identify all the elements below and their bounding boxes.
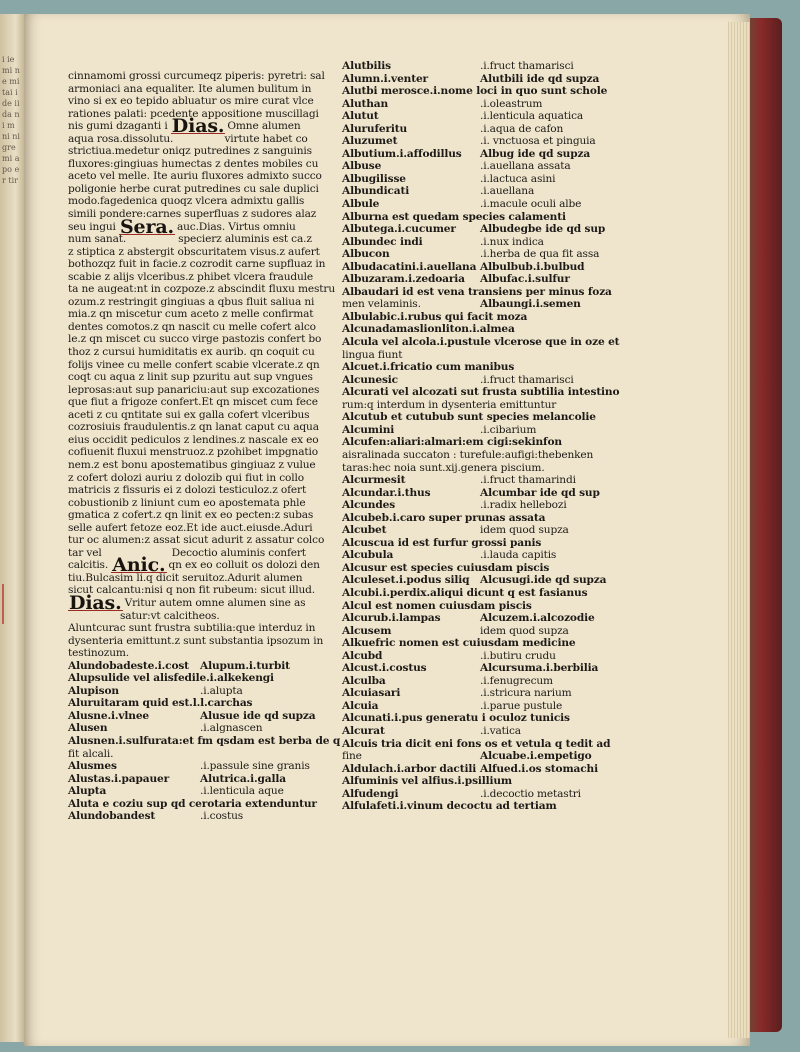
entry-term: Alculeset.i.podus siliq (342, 574, 470, 587)
text-line (68, 591, 340, 614)
text-line: aceti z cu qntitate sui ex galla cofert vlceribus (68, 408, 310, 421)
text-line: Albulabic.i.rubus qui facit moza (342, 310, 528, 323)
text-line: le.z qn miscet cu succo virge pastozis confert bo (68, 333, 322, 346)
entry-term: Albudacatini.i.auellana (342, 260, 477, 273)
text-line (68, 133, 340, 146)
entry-gloss: Albaungi.i.semen (480, 298, 581, 311)
entry-pair (342, 725, 622, 738)
entry-gloss: .i.passule sine granis (200, 760, 310, 773)
left-page-edge-text: i ie mi ne mi tai ide ii da ni m ni ni gre mi a po er tir (2, 55, 20, 185)
entry-gloss: .i.fruct thamarindi (480, 474, 576, 487)
text-span: auc.Dias. Virtus omniu (176, 220, 296, 233)
entry-gloss: .i.lenticula aquatica (480, 110, 584, 123)
entry-gloss: .i.fenugrecum (480, 674, 553, 687)
text-line: nem.z est bonu apostematibus gingiuaz z vulue (68, 458, 316, 471)
entry-term: Alcubula (342, 549, 394, 562)
entry-pair (342, 248, 622, 261)
rubric-initial: Dias. (171, 115, 225, 138)
entry-term: men velaminis. (342, 298, 421, 311)
entry-pair (342, 650, 622, 663)
text-line (68, 610, 340, 623)
entry-term: Albuse (342, 160, 382, 173)
text-line (68, 215, 340, 238)
entry-gloss: Alupum.i.turbit (200, 659, 290, 672)
entry-gloss: Alusue ide qd supza (200, 709, 316, 722)
entry-pair (342, 160, 622, 173)
entry-term: Alcundes (342, 499, 396, 512)
text-line: Alkuefric nomen est cuiusdam medicine (342, 637, 576, 650)
text-line: Alcubeb.i.caro super prunas assata (342, 511, 546, 524)
text-line: Alcuis tria dicit eni fons os et vetula q tedit ad (342, 737, 611, 750)
entry-gloss: .i.costus (200, 810, 244, 823)
entry-pair (68, 785, 340, 798)
text-span: calcitis. (68, 559, 109, 572)
entry-term: fine (342, 750, 362, 763)
text-line: strictiua.medetur oniqz putredines z sanguinis (68, 145, 312, 158)
text-line: Alcubi.i.perdix.aliqui dicunt q est fasianus (342, 586, 588, 599)
entry-gloss: Alcuabe.i.empetigo (480, 750, 592, 763)
text-line: Aluta e coziu sup qd cerotaria extenduntur (68, 797, 317, 810)
entry-gloss: .i.aqua de cafon (480, 122, 564, 135)
entry-pair (342, 123, 622, 136)
entry-term: Alcumini (342, 423, 395, 436)
text-line: Aluntcurac sunt frustra subtilia:que interduz in (68, 622, 316, 635)
text-line: Alcunati.i.pus generatu i oculoz tunicis (342, 712, 570, 725)
entry-pair (68, 660, 340, 673)
entry-term: Albutium.i.affodillus (342, 147, 462, 160)
text-line: que fiut a frigoze confert.Et qn miscet cum fece (68, 396, 318, 409)
entry-pair (342, 675, 622, 688)
entry-term: Aluthan (342, 97, 389, 110)
entry-pair (342, 298, 622, 311)
text-line: armoniaci ana equaliter. Ite alumen bulitum in (68, 82, 312, 95)
entry-pair (342, 474, 622, 487)
text-line: fit alcali. (68, 747, 114, 760)
text-line: taras:hec noia sunt.xij.genera piscium. (342, 461, 545, 474)
text-line: cozrosiuis fraudulentis.z qn lanat caput cu aqua (68, 421, 319, 434)
text-line: ta ne augeat:nt in cozpoze.z abscindit fluxu mestru (68, 283, 335, 296)
entry-term: Alfudengi (342, 787, 399, 800)
page-fore-edge (728, 22, 750, 1038)
text-line: fluxores:gingiuas humectas z dentes mobiles cu (68, 157, 319, 170)
entry-pair (342, 424, 622, 437)
text-line: gmatica z cofert.z qn linit ex eo pecten:z subas (68, 509, 314, 522)
entry-pair (342, 574, 622, 587)
entry-gloss: idem quod supza (480, 624, 569, 637)
entry-term: Alcusem (342, 624, 392, 637)
text-span: satur:vt calcitheos. (120, 609, 220, 622)
entry-pair (342, 662, 622, 675)
text-line: bothozqz fuit in facie.z cozrodit carne supfluaz in (68, 258, 326, 271)
entry-gloss: .i.vatica (480, 724, 521, 737)
entry-term: Aldulach.i.arbor dactili (342, 762, 477, 775)
text-line: tur oc alumen:z assat sicut adurit z assatur colco (68, 534, 325, 547)
entry-gloss: .i.auellana assata (480, 160, 571, 173)
text-line: testinozum. (68, 647, 129, 660)
text-line: modo.fagedenica quoqz vlcera admixtu gallis (68, 195, 305, 208)
text-line: Alfuminis vel alfius.i.psillium (342, 775, 512, 788)
entry-gloss: .i.auellana (480, 185, 535, 198)
entry-gloss: .i.nux indica (480, 235, 544, 248)
left-page-rubric-mark (2, 584, 4, 624)
entry-pair (342, 763, 622, 776)
entry-pair (342, 60, 622, 73)
entry-pair (342, 499, 622, 512)
entry-pair (342, 185, 622, 198)
book-cover (746, 18, 782, 1032)
text-line: aisralinada succaton : turefule:aufigi:thebenken (342, 448, 594, 461)
entry-pair (342, 110, 622, 123)
entry-term: Alutut (342, 110, 379, 123)
entry-gloss: .i.butiru crudu (480, 649, 556, 662)
entry-gloss: Alcuzem.i.alcozodie (480, 612, 595, 625)
entry-pair (68, 760, 340, 773)
entry-term: Alcuiasari (342, 687, 401, 700)
entry-term: Aluzumet (342, 135, 398, 148)
entry-gloss: .i.radix hellebozi (480, 499, 567, 512)
entry-gloss: Alcursuma.i.berbilia (480, 662, 599, 675)
entry-pair (342, 148, 622, 161)
entry-pair (342, 788, 622, 801)
entry-gloss: .i.lactuca asini (480, 172, 556, 185)
text-span: Vritur autem omne alumen sine as (124, 596, 306, 609)
entry-term: Alculba (342, 674, 386, 687)
entry-term: Alusne.i.vlnee (68, 709, 150, 722)
text-span: aqua rosa.dissolutu. (68, 132, 174, 145)
text-line (68, 547, 340, 560)
entry-term: Alustas.i.papauer (68, 772, 170, 785)
entry-pair (342, 625, 622, 638)
text-line: aceto vel melle. Ite auriu fluxores admixto succo (68, 170, 322, 183)
text-line: Alcul est nomen cuiusdam piscis (342, 599, 532, 612)
entry-term: Alusmes (68, 760, 117, 773)
text-line: Alburna est quedam species calamenti (342, 210, 566, 223)
text-line: Alcuet.i.fricatio cum manibus (342, 361, 515, 374)
entry-pair (68, 773, 340, 786)
entry-pair (342, 487, 622, 500)
text-span: tar vel (68, 546, 102, 559)
entry-gloss: Alcumbar ide qd sup (480, 486, 600, 499)
entry-gloss: .i.alupta (200, 684, 243, 697)
text-line: Alutbi merosce.i.nome loci in quo sunt schole (342, 85, 608, 98)
entry-term: Albuzaram.i.zedoaria (342, 273, 465, 286)
entry-term: Alcubet (342, 524, 387, 537)
text-line: scabie z alijs vlceribus.z phibet vlcera fraudule (68, 270, 314, 283)
text-line: z stiptica z abstergit obscuritatem visus.z aufert (68, 245, 320, 258)
text-span: Omne alumen (227, 120, 301, 133)
text-line: Alcufen:aliari:almari:em cigi:sekinfon (342, 436, 562, 449)
entry-pair (342, 374, 622, 387)
entry-term: Albugilisse (342, 172, 406, 185)
entry-gloss: idem quod supza (480, 524, 569, 537)
text-line: mia.z qn miscetur cum aceto z melle confirmat (68, 308, 314, 321)
entry-gloss: .i.macule oculi albe (480, 198, 582, 211)
entry-term: Alcust.i.costus (342, 662, 427, 675)
text-line: dysenteria emittunt.z sunt substantia ipsozum in (68, 634, 324, 647)
text-line: lingua fiunt (342, 348, 403, 361)
entry-gloss: .i. vnctuosa et pinguia (480, 135, 596, 148)
text-line: Alcuscua id est furfur grossi panis (342, 536, 542, 549)
entry-gloss: .i.decoctio metastri (480, 787, 581, 800)
text-line: Aluruitaram quid est.l.l.carchas (68, 697, 253, 710)
entry-term: Alcundar.i.thus (342, 486, 431, 499)
entry-pair (342, 549, 622, 562)
entry-gloss: Albulbub.i.bulbud (480, 260, 585, 273)
text-span: Decoctio aluminis confert (171, 546, 306, 559)
text-line: z cofert dolozi auriu z dolozib qui fiut in collo (68, 471, 304, 484)
left-column (68, 70, 340, 823)
entry-gloss: .i.fruct thamarisci (480, 60, 574, 72)
text-line: Alusnen.i.sulfurata:et fm qsdam est berba de q (68, 734, 341, 747)
entry-pair (68, 685, 340, 698)
entry-pair (342, 223, 622, 236)
entry-term: Alupta (68, 785, 107, 798)
text-span: specierz aluminis est ca.z (178, 233, 312, 246)
entry-pair (342, 73, 622, 86)
entry-pair (68, 722, 340, 735)
text-line: simili pondere:carnes superfluas z sudores alaz (68, 208, 317, 221)
entry-gloss: Alutbili ide qd supza (480, 72, 600, 85)
text-line: Alcunadamaslionliton.i.almea (342, 323, 515, 336)
entry-gloss: Alfued.i.os stomachi (480, 762, 598, 775)
entry-gloss: Albug ide qd supza (480, 147, 591, 160)
entry-term: Alutbilis (342, 60, 391, 72)
text-line: poligonie herbe curat putredines cu sale duplici (68, 182, 319, 195)
entry-gloss: Alcusugi.ide qd supza (480, 574, 607, 587)
entry-gloss: .i.parue pustule (480, 699, 563, 712)
entry-gloss: .i.fruct thamarisci (480, 373, 574, 386)
entry-term: Alumn.i.venter (342, 72, 428, 85)
text-line (68, 115, 340, 138)
rubric-initial: Dias. (69, 591, 122, 614)
text-line (68, 233, 340, 246)
text-line: rationes palati: pcedente appositione muscillagi (68, 107, 319, 120)
rubric-initial: Anic. (112, 554, 166, 577)
entry-term: Alcuia (342, 699, 379, 712)
entry-term: Alcunesic (342, 373, 398, 386)
text-span: qn ex eo colluit os dolozi den (168, 559, 320, 572)
left-page-edge (0, 14, 26, 1042)
entry-pair (342, 687, 622, 700)
text-span: virtute habet co (224, 132, 308, 145)
book-page (24, 14, 750, 1046)
entry-gloss: .i.herba de qua fit assa (480, 248, 600, 261)
entry-pair (342, 198, 622, 211)
text-line: cobustionib z liniunt cum eo apostemata phle (68, 496, 306, 509)
text-line: folijs vinee cu melle confert scabie vlcerate.z qn (68, 358, 320, 371)
entry-pair (68, 710, 340, 723)
entry-pair (342, 700, 622, 713)
entry-term: Albule (342, 198, 380, 211)
text-line (68, 554, 340, 577)
entry-gloss: .i.lenticula aque (200, 785, 284, 798)
text-line: thoz z cursui humiditatis ex aurib. qn coquit cu (68, 346, 315, 359)
entry-term: Alusen (68, 722, 108, 735)
text-line: tiu.Bulcasim li.q dicit seruitoz.Adurit alumen (68, 571, 303, 584)
entry-term: Alundobandest (68, 810, 156, 823)
text-line: matricis z fissuris ei z dolozi testiculoz.z ofert (68, 484, 307, 497)
right-column (342, 60, 622, 813)
text-line: leprosas:aut sup panariciu:aut sup excozationes (68, 383, 320, 396)
text-line: vino si ex eo tepido abluatur os mire curat vlce (68, 95, 314, 108)
entry-gloss: Albufac.i.sulfur (480, 273, 570, 286)
entry-pair (342, 236, 622, 249)
text-line: cofiuenit fluxui menstruoz.z pzohibet impgnatio (68, 446, 318, 459)
text-line: Albaudari id est vena transiens per minus foza (342, 285, 612, 298)
entry-pair (342, 524, 622, 537)
entry-pair (342, 261, 622, 274)
text-span: nis gumi dzaganti i (68, 120, 168, 133)
text-line: Alcutub et cutubub sunt species melancolie (342, 411, 596, 424)
entry-pair (342, 98, 622, 111)
text-line: Alcurati vel alcozati sut frusta subtilia intestino (342, 386, 620, 399)
entry-term: Alcurmesit (342, 474, 406, 487)
text-line: Alfulafeti.i.vinum decoctu ad tertiam (342, 800, 557, 813)
text-line: eius occidit pediculos z lendines.z nascale ex eo (68, 433, 319, 446)
entry-pair (342, 135, 622, 148)
entry-term: Albucon (342, 248, 390, 261)
entry-term: Albundec indi (342, 235, 423, 248)
entry-term: Alundobadeste.i.cost (68, 659, 189, 672)
entry-gloss: .i.stricura narium (480, 687, 572, 700)
entry-pair (342, 612, 622, 625)
entry-term: Alcurub.i.lampas (342, 612, 441, 625)
text-line: rum:q interdum in dysenteria emittuntur (342, 398, 557, 411)
text-line: selle aufert fetoze eoz.Et ide auct.eiusde.Aduri (68, 521, 313, 534)
entry-gloss: Albudegbe ide qd sup (480, 223, 606, 236)
entry-term: Albundicati (342, 185, 410, 198)
text-line: Alupsulide vel alisfedile.i.alkekengi (68, 672, 274, 685)
entry-pair (68, 810, 340, 823)
text-line: Alcula vel alcola.i.pustule vlcerose que in oze et (342, 336, 620, 349)
entry-term: Albutega.i.cucumer (342, 223, 456, 236)
text-line: sicut calcantu:nisi q non fit rubeum: sicut illud. (68, 584, 316, 597)
text-line: coqt cu aqua z linit sup pzuritu aut sup vngues (68, 371, 313, 384)
entry-gloss: .i.algnascen (200, 722, 263, 735)
entry-term: Aluruferitu (342, 122, 408, 135)
entry-gloss: Alutrica.i.galla (200, 772, 286, 785)
entry-term: Alupison (68, 684, 119, 697)
text-line: Alcusur est species cuiusdam piscis (342, 561, 550, 574)
text-line: cinnamomi grossi curcumeqz piperis: pyretri: sal (68, 70, 325, 82)
entry-pair (342, 273, 622, 286)
text-span: num sanat. (68, 233, 127, 246)
rubric-initial: Sera. (119, 215, 174, 238)
text-line: dentes comotos.z qn nascit cu melle cofert alco (68, 320, 316, 333)
entry-term: Alcurat (342, 724, 385, 737)
entry-term: Alcubd (342, 649, 383, 662)
entry-pair (342, 173, 622, 186)
entry-gloss: .i.oleastrum (480, 97, 543, 110)
text-line: ozum.z restringit gingiuas a qbus fluit saliua ni (68, 295, 315, 308)
entry-gloss: .i.lauda capitis (480, 549, 557, 562)
entry-gloss: .i.cibarium (480, 423, 537, 436)
text-span: seu ingui (68, 220, 116, 233)
entry-pair (342, 750, 622, 763)
